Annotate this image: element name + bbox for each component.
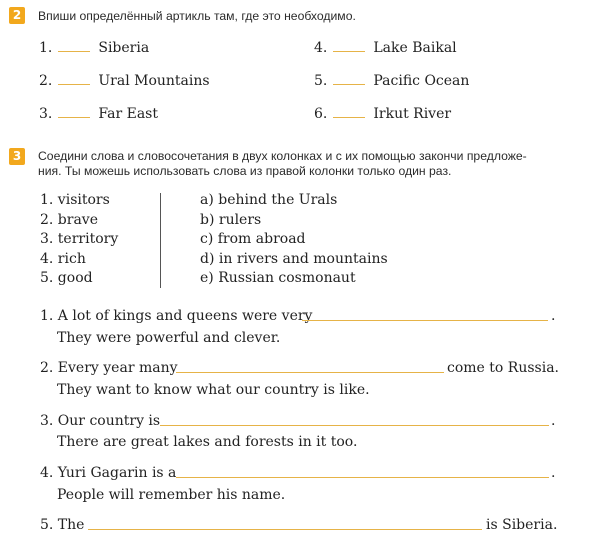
- sentence-5: [40, 517, 84, 533]
- exercise-3-instruction-line-2: ния. Ты можешь использовать слова из правой колонки только один раз.: [38, 164, 452, 178]
- article-item-number: 4.: [314, 40, 328, 56]
- answer-blank[interactable]: [333, 114, 365, 118]
- sentence-start: 2. Every year many: [40, 360, 178, 376]
- exercise-2-badge: 2: [9, 7, 25, 24]
- left-word-column: [40, 191, 118, 289]
- sentence-follow-up: They want to know what our country is like.: [57, 382, 370, 398]
- right-phrase: d) in rivers and mountains: [200, 250, 388, 267]
- left-word: 4. rich: [40, 250, 86, 267]
- sentence-start: 1. A lot of kings and queens were very: [40, 308, 313, 324]
- article-item-1: [39, 40, 149, 56]
- article-item-text: Siberia: [98, 40, 150, 56]
- sentence-3: [40, 413, 160, 429]
- article-item-text: Lake Baikal: [373, 40, 457, 56]
- article-item-4: [314, 40, 457, 56]
- sentence-end: come to Russia.: [447, 360, 559, 376]
- sentence-follow-up: They were powerful and clever.: [57, 330, 281, 346]
- article-item-5: [314, 73, 469, 89]
- article-item-number: 2.: [39, 73, 53, 89]
- answer-blank[interactable]: [58, 114, 90, 118]
- right-phrase: e) Russian cosmonaut: [200, 270, 356, 286]
- sentence-follow-up: People will remember his name.: [57, 487, 286, 503]
- answer-blank[interactable]: [58, 81, 90, 85]
- exercise-2-instruction: Впиши определённый артикль там, где это необходимо.: [38, 9, 356, 23]
- right-phrase: a) behind the Urals: [200, 192, 338, 208]
- sentence-end: .: [551, 413, 556, 429]
- article-item-3: [39, 106, 158, 122]
- right-phrase: c) from abroad: [200, 231, 306, 247]
- sentence-end: is Siberia.: [486, 517, 558, 533]
- answer-line[interactable]: [88, 529, 482, 530]
- article-item-number: 1.: [39, 40, 53, 56]
- article-item-text: Far East: [98, 106, 158, 122]
- answer-line[interactable]: [160, 425, 549, 426]
- sentence-follow-up: There are great lakes and forests in it too.: [57, 434, 358, 450]
- answer-line[interactable]: [176, 372, 444, 373]
- article-item-text: Irkut River: [373, 106, 452, 122]
- sentence-2: [40, 360, 178, 376]
- article-item-text: Ural Mountains: [98, 73, 210, 89]
- article-item-number: 5.: [314, 73, 328, 89]
- answer-blank[interactable]: [333, 81, 365, 85]
- sentence-4: [40, 465, 176, 481]
- article-item-text: Pacific Ocean: [373, 73, 470, 89]
- answer-line[interactable]: [302, 320, 548, 321]
- exercise-3-badge: 3: [9, 148, 25, 165]
- article-item-number: 3.: [39, 106, 53, 122]
- exercise-3-instruction-line-1: Соедини слова и словосочетания в двух колонках и с их помощью закончи предложе-: [38, 149, 527, 163]
- article-item-number: 6.: [314, 106, 328, 122]
- left-word: 3. territory: [40, 231, 119, 247]
- sentence-end: .: [551, 465, 556, 481]
- column-divider: [160, 193, 161, 288]
- article-item-6: [314, 106, 451, 122]
- sentence-start: 4. Yuri Gagarin is a: [40, 465, 177, 481]
- answer-line[interactable]: [176, 477, 549, 478]
- sentence-start: 5. The: [40, 517, 85, 533]
- article-item-2: [39, 73, 210, 89]
- sentence-end: .: [551, 308, 556, 324]
- left-word: 2. brave: [40, 211, 99, 228]
- sentence-1: [40, 308, 312, 324]
- right-word-column: [200, 191, 388, 289]
- answer-blank[interactable]: [333, 48, 365, 52]
- answer-blank[interactable]: [58, 48, 90, 52]
- right-phrase: b) rulers: [200, 211, 262, 228]
- left-word: 1. visitors: [40, 192, 110, 208]
- left-word: 5. good: [40, 270, 93, 286]
- sentence-start: 3. Our country is: [40, 413, 161, 429]
